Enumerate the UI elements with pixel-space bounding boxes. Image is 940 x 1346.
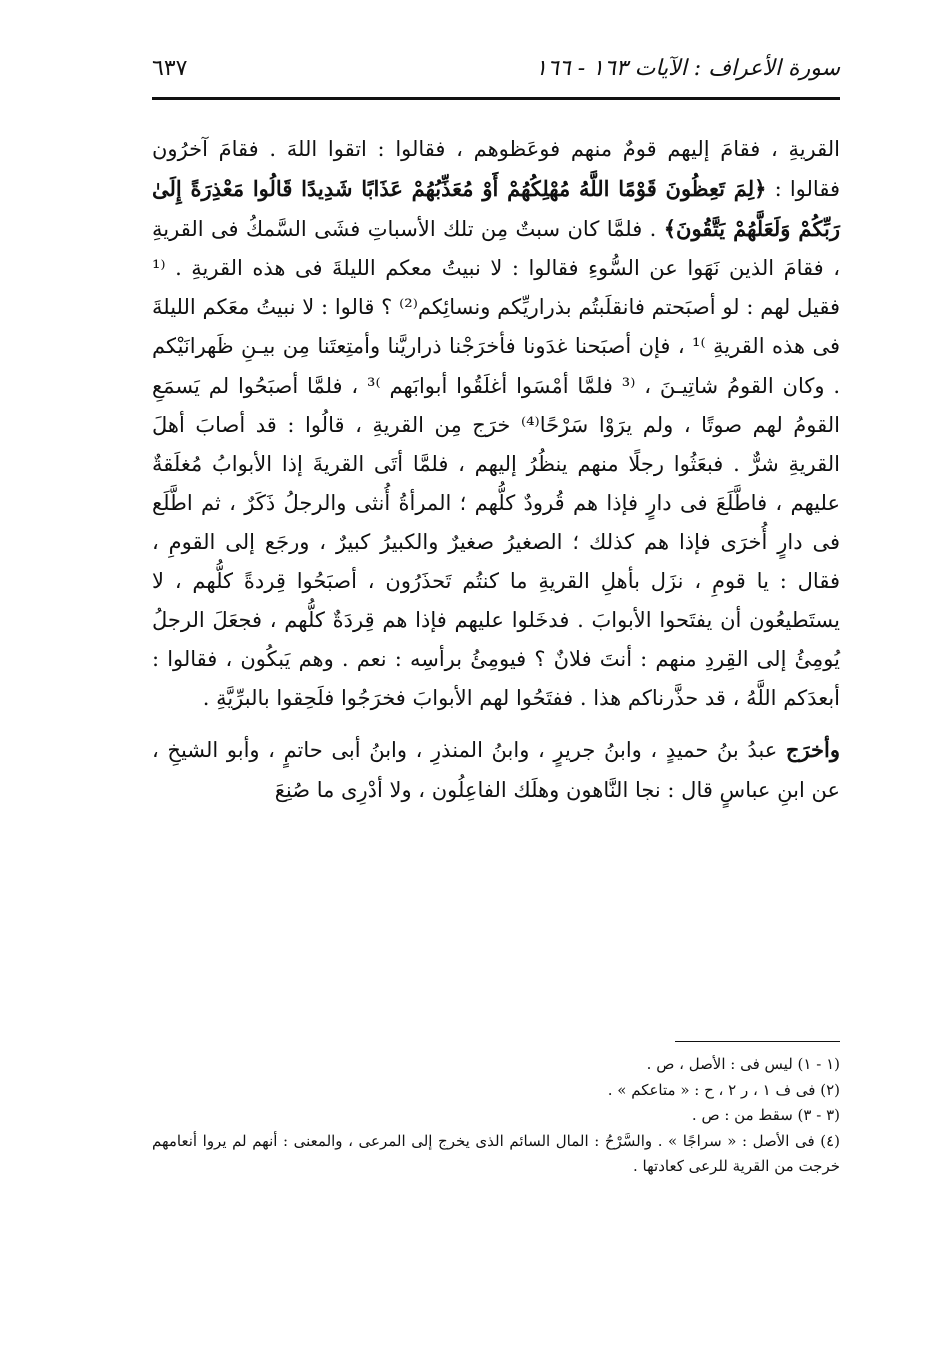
paragraph-1-text-b: . فلمَّا كان سبتٌ مِن تلك الأسباتِ فشَى السَّمكُ فى القريةِ ، فقامَ الذين نَهَوا عن السُّوءِ فقالوا : لا نبيتُ معكم الليلةَ فى هذه القريةِ . ⁽¹ فقيل لهم : لو أصبَحتم فانقلَبتُم بذراريِّكم ونسائِكم⁽²⁾ ؟ قالوا : لا نبيتُ معَكم الليلةَ فى هذه القريةِ ⁾¹ ، فإن أصبَحنا غدَونا فأخرَجْنا ذراريَّنا وأمتِعتَنا مِن بيـنِ ظَهرانَيْكم . وكان القومُ شاتِيـنَ ، ⁽³ فلمَّا أمْسَوا أغلَقُوا أبوابَهم ⁾³ ، فلمَّا أصبَحُوا لم يَسمَعِ القومُ لهم صوتًا ، ولم يرَوْا سَرْحًا⁽⁴⁾ خرَج مِن القريةِ ، قالُوا : قد أصابَ أهلَ القريةِ شرٌّ . فبعَثُوا رجلًا منهم ينظُرُ إليهم ، فلمَّا أتَى القريةَ إذا الأبوابُ مُغلَقةٌ عليهم ، فاطَّلَعَ فى دارٍ فإذا هم قُرودٌ كلُّهم ؛ المرأةُ أُنثى والرجلُ ذَكَرٌ ، ثم اطَّلَع فى دارٍ أُخرَى فإذا هم كذلك ؛ الصغيرُ صغيرٌ والكبيرُ كبيرٌ ، ورجَع إلى القومِ ، فقال : يا قومِ ، نزَل بأهلِ القريةِ ما كنتُم تَحذَرُون ، أصبَحُوا قِردةً كلُّهم ، لا يستَطيعُون أن يفتَحوا الأبوابَ . فدخَلوا عليهم فإذا هم قِردَةٌ كلُّهم ، فجعَلَ الرجلُ يُومِئُ إلى القِردِ منهم : أنتَ فلانٌ ؟ فيومِئُ برأسِه : نعم . وهم يَبكُون ، فقالوا : أبعدَكم اللَّهُ ، قد حذَّرناكم هذا . ففتَحُوا لهم الأبوابَ فخرَجُوا فلَحِقوا بالبرِّيَّةِ . xyxy=(152,217,840,711)
footnote-rule xyxy=(675,1041,840,1042)
footnote-4: (٤) فى الأصل : « سراجًا » . والسَّرْحُ : المال السائم الذى يخرج إلى المرعى ، والمعنى : أنهم لم يروا أنعامهم خرجت من القرية للرعى كعادتها . xyxy=(152,1131,840,1175)
paragraph-1-text-a: القريةِ ، فقامَ إليهم قومٌ منهم فوعَظوهم ، فقالوا : اتقوا اللهَ . فقامَ آخرُون فقالوا : xyxy=(152,137,840,202)
running-title: سورة الأعراف : الآيات ١٦٣ - ١٦٦ xyxy=(535,56,840,81)
paragraph-2-text: عبدُ بنُ حميدٍ ، وابنُ جريرٍ ، وابنُ المنذرِ ، وابنُ أبى حاتمٍ ، وأبو الشيخِ ، عن ابنِ عباسٍ قال : نجا النَّاهون وهلَك الفاعِلُون ، ولا أدْرِى ما صُنِعَ xyxy=(152,738,840,802)
paragraph-2 xyxy=(152,730,840,809)
footnote-3: (٣ - ٣) سقط من : ص . xyxy=(691,1106,840,1124)
paragraph-2-lead-word: وأخرَج xyxy=(785,737,840,763)
footnote-2: (٢) فى ف ١ ، ر ٢ ، ح : « متاعكم » . xyxy=(607,1080,840,1099)
paragraph-1 xyxy=(152,130,840,718)
page-number: ٦٣٧ xyxy=(152,56,188,81)
footnotes xyxy=(152,1052,840,1180)
footnote-1: (١ - ١) ليس فى : الأصل ، ص . xyxy=(646,1055,840,1073)
header-rule xyxy=(152,97,840,100)
main-text xyxy=(152,130,840,810)
page-header xyxy=(152,50,840,94)
quran-quote: ﴿لِمَ تَعِظُونَ قَوْمًا اللَّهُ مُهْلِكُهُمْ أَوْ مُعَذِّبُهُمْ عَذَابًا شَدِيدًا قَالُوا مَعْذِرَةً إِلَىٰ رَبِّكُمْ وَلَعَلَّهُمْ يَتَّقُونَ﴾ xyxy=(152,176,840,242)
